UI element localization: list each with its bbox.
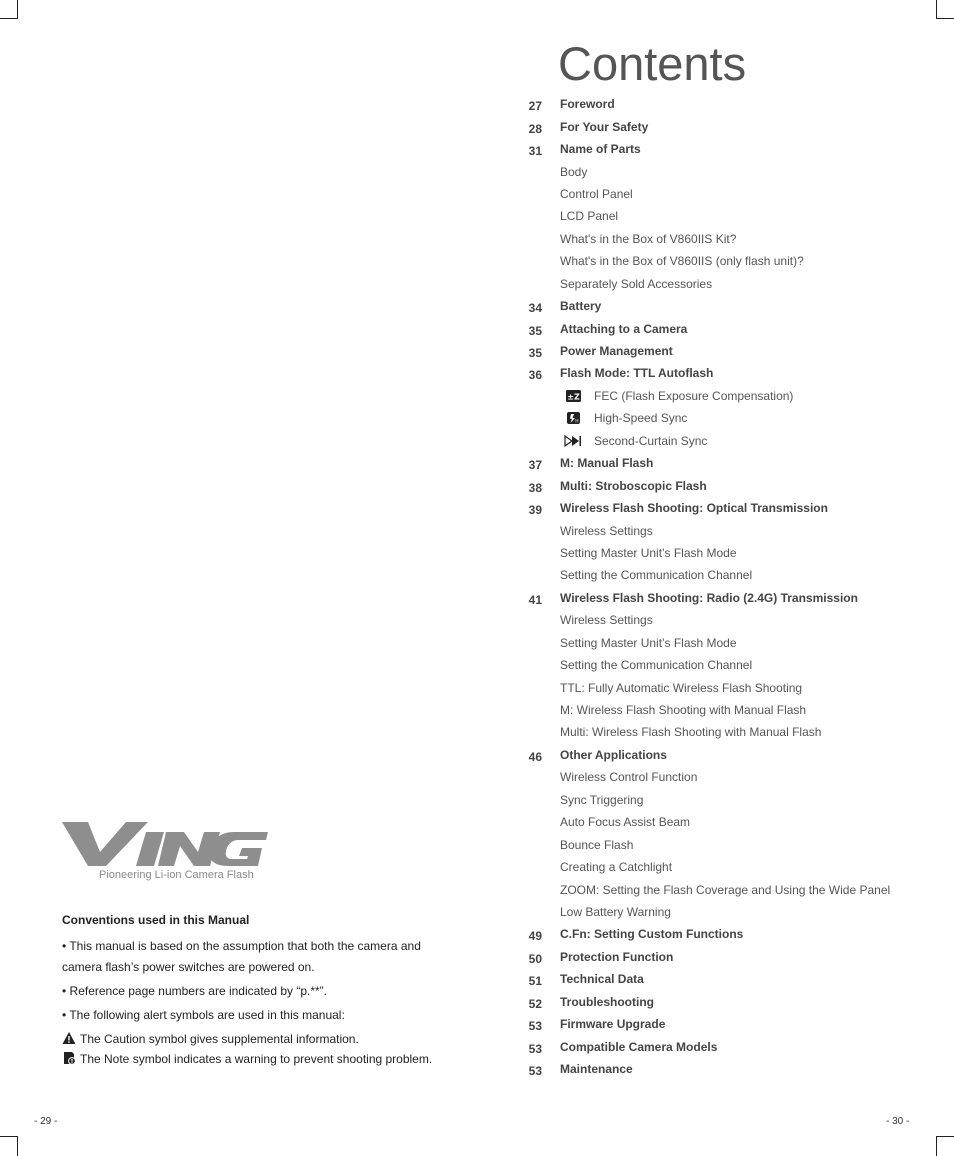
- toc-page-number: 35: [528, 346, 542, 361]
- toc-entry: [520, 250, 940, 272]
- toc-entry-label: ZOOM: Setting the Flash Coverage and Using the Wide Panel: [560, 882, 891, 897]
- toc-entry-label: What's in the Box of V860IIS (only flash unit)?: [560, 254, 804, 269]
- toc-entry: [520, 676, 940, 698]
- toc-entry-label: Power Management: [560, 344, 673, 359]
- toc-page-number: 49: [528, 929, 542, 944]
- toc-entry-with-icon: [560, 434, 707, 448]
- toc-entry-label: TTL: Fully Automatic Wireless Flash Shooting: [560, 680, 803, 695]
- toc-entry: [520, 968, 940, 990]
- toc-page-number: 31: [528, 144, 542, 159]
- toc-entry: [520, 991, 940, 1013]
- toc-entry: [520, 654, 940, 676]
- toc-entry: [520, 295, 940, 317]
- toc-page-number: 28: [528, 121, 542, 136]
- toc-page-number: 38: [528, 480, 542, 495]
- toc-entry: [520, 317, 940, 339]
- logo-tagline: Pioneering Li-ion Camera Flash: [99, 869, 254, 881]
- toc-entry-label: M: Wireless Flash Shooting with Manual Flash: [560, 703, 807, 718]
- toc-entry: [520, 1013, 940, 1035]
- toc-entry-label: C.Fn: Setting Custom Functions: [560, 927, 744, 942]
- toc-entry: [520, 856, 940, 878]
- toc-entry-label: Bounce Flash: [560, 837, 634, 852]
- toc-entry: [520, 901, 940, 923]
- toc-entry: [520, 789, 940, 811]
- toc-entry-label: M: Manual Flash: [560, 456, 654, 471]
- toc-entry-label: Firmware Upgrade: [560, 1017, 666, 1032]
- toc-entry-label: Low Battery Warning: [560, 904, 671, 919]
- toc-entry-label: Wireless Flash Shooting: Optical Transmission: [560, 501, 828, 516]
- note-line: [62, 1049, 442, 1069]
- toc-entry: [520, 519, 940, 541]
- toc-page-number: 35: [528, 323, 542, 338]
- toc-entry-label: High-Speed Sync: [594, 411, 688, 426]
- toc-entry-label: Setting Master Unit’s Flash Mode: [560, 545, 737, 560]
- toc-page-number: 51: [528, 974, 542, 989]
- ving-logo: [62, 818, 272, 884]
- conventions-heading: Conventions used in this Manual: [62, 913, 250, 927]
- toc-entry-label: Wireless Control Function: [560, 770, 698, 785]
- toc-entry-with-icon: [560, 411, 687, 425]
- toc-entry-label: Troubleshooting: [560, 994, 654, 1009]
- svg-text:±Z: ±Z: [567, 392, 580, 402]
- toc-entry: [520, 744, 940, 766]
- toc-entry: [520, 430, 940, 452]
- toc-entry: [520, 228, 940, 250]
- second-curtain-sync-icon: [564, 434, 584, 448]
- toc-entry-label: Other Applications: [560, 747, 667, 762]
- caution-text: The Caution symbol gives supplemental information.: [80, 1032, 359, 1046]
- toc-page-number: 39: [528, 503, 542, 518]
- toc-page-number: 37: [528, 458, 542, 473]
- toc-entry: [520, 632, 940, 654]
- toc-entry: [520, 833, 940, 855]
- toc-entry-label: Maintenance: [560, 1062, 633, 1077]
- toc-entry: [520, 497, 940, 519]
- toc-entry: [520, 587, 940, 609]
- contents-title: Contents: [558, 37, 747, 90]
- svg-text:H: H: [575, 419, 579, 425]
- toc-entry-label: Battery: [560, 299, 602, 314]
- toc-page-number: 50: [528, 951, 542, 966]
- toc-entry: [520, 609, 940, 631]
- toc-entry: [520, 183, 940, 205]
- toc-entry-label: LCD Panel: [560, 209, 619, 224]
- note-icon: [62, 1051, 76, 1065]
- toc-entry-label: Attaching to a Camera: [560, 321, 688, 336]
- toc-entry-label: Compatible Camera Models: [560, 1039, 718, 1054]
- toc-entry: [520, 946, 940, 968]
- toc-entry: [520, 766, 940, 788]
- toc-entry: [520, 542, 940, 564]
- crop-mark-top-right: [936, 0, 954, 19]
- toc-entry-label: Multi: Stroboscopic Flash: [560, 478, 707, 493]
- conventions-bullet: • Reference page numbers are indicated by “p.**”.: [62, 984, 328, 998]
- toc-entry-label: Setting Master Unit’s Flash Mode: [560, 635, 737, 650]
- crop-mark-top-left: [0, 0, 18, 19]
- toc-page-number: 27: [528, 99, 542, 114]
- toc-entry: [520, 1035, 940, 1057]
- toc-entry: [520, 160, 940, 182]
- toc-entry-with-icon: [560, 389, 793, 403]
- caution-icon: [62, 1031, 76, 1045]
- toc-entry: [520, 273, 940, 295]
- toc-entry: [520, 878, 940, 900]
- toc-entry: [520, 93, 940, 115]
- toc-entry-label: What's in the Box of V860IIS Kit?: [560, 231, 737, 246]
- toc-entry-label: For Your Safety: [560, 119, 649, 134]
- toc-entry: [520, 811, 940, 833]
- conventions-bullet: • The following alert symbols are used in this manual:: [62, 1008, 345, 1022]
- toc-entry-label: Foreword: [560, 97, 615, 112]
- fec-icon: [564, 389, 584, 403]
- toc-entry: [520, 407, 940, 429]
- toc-entry-label: Setting the Communication Channel: [560, 658, 753, 673]
- conventions-bullet: • This manual is based on the assumption that both the camera and camera flash’s power switches are powered on.: [62, 939, 421, 974]
- page-number-left: - 29 -: [34, 1116, 58, 1127]
- toc-entry-label: Auto Focus Assist Beam: [560, 815, 691, 830]
- toc-entry: [520, 1058, 940, 1080]
- toc-entry: [520, 699, 940, 721]
- toc-entry-label: Multi: Wireless Flash Shooting with Manual Flash: [560, 725, 822, 740]
- toc-entry: [520, 564, 940, 586]
- crop-mark-bottom-left: [0, 1136, 18, 1156]
- high-speed-sync-icon: [564, 411, 584, 425]
- toc-entry: [520, 138, 940, 160]
- toc-page-number: 53: [528, 1041, 542, 1056]
- toc-page-number: 46: [528, 749, 542, 764]
- toc-entry: [520, 474, 940, 496]
- toc-entry-label: Wireless Flash Shooting: Radio (2.4G) Transmission: [560, 590, 858, 605]
- toc-entry: [520, 340, 940, 362]
- toc-page-number: 34: [528, 301, 542, 316]
- ving-wordmark: [62, 818, 272, 868]
- toc-entry: [520, 452, 940, 474]
- toc-entry-label: Separately Sold Accessories: [560, 276, 713, 291]
- toc-page-number: 41: [528, 592, 542, 607]
- toc-entry-label: Creating a Catchlight: [560, 860, 673, 875]
- conventions-section: [62, 910, 442, 1069]
- toc-entry-label: Second-Curtain Sync: [594, 433, 708, 448]
- toc-entry: [520, 362, 940, 384]
- toc-entry-label: Sync Triggering: [560, 792, 644, 807]
- toc-entry-label: Control Panel: [560, 186, 633, 201]
- note-text: The Note symbol indicates a warning to prevent shooting problem.: [80, 1052, 433, 1066]
- toc-entry-label: Setting the Communication Channel: [560, 568, 753, 583]
- toc-page-number: 36: [528, 368, 542, 383]
- toc-entry-label: Name of Parts: [560, 142, 641, 157]
- toc-entry: [520, 721, 940, 743]
- toc-entry: [520, 205, 940, 227]
- toc-entry-label: Body: [560, 164, 588, 179]
- toc-entry: [520, 385, 940, 407]
- toc-page-number: 52: [528, 996, 542, 1011]
- toc-entry-label: Technical Data: [560, 972, 644, 987]
- caution-line: [62, 1029, 442, 1049]
- toc-entry-label: Protection Function: [560, 949, 674, 964]
- toc-page-number: 53: [528, 1019, 542, 1034]
- toc-entry-label: Wireless Settings: [560, 523, 653, 538]
- toc-entry: [520, 923, 940, 945]
- toc-entry: [520, 115, 940, 137]
- toc-entry-label: FEC (Flash Exposure Compensation): [594, 388, 794, 403]
- page-number-right: - 30 -: [886, 1116, 910, 1127]
- crop-mark-bottom-right: [936, 1136, 954, 1156]
- toc-page-number: 53: [528, 1064, 542, 1079]
- table-of-contents: [520, 93, 940, 1080]
- toc-entry-label: Wireless Settings: [560, 613, 653, 628]
- toc-entry-label: Flash Mode: TTL Autoflash: [560, 366, 714, 381]
